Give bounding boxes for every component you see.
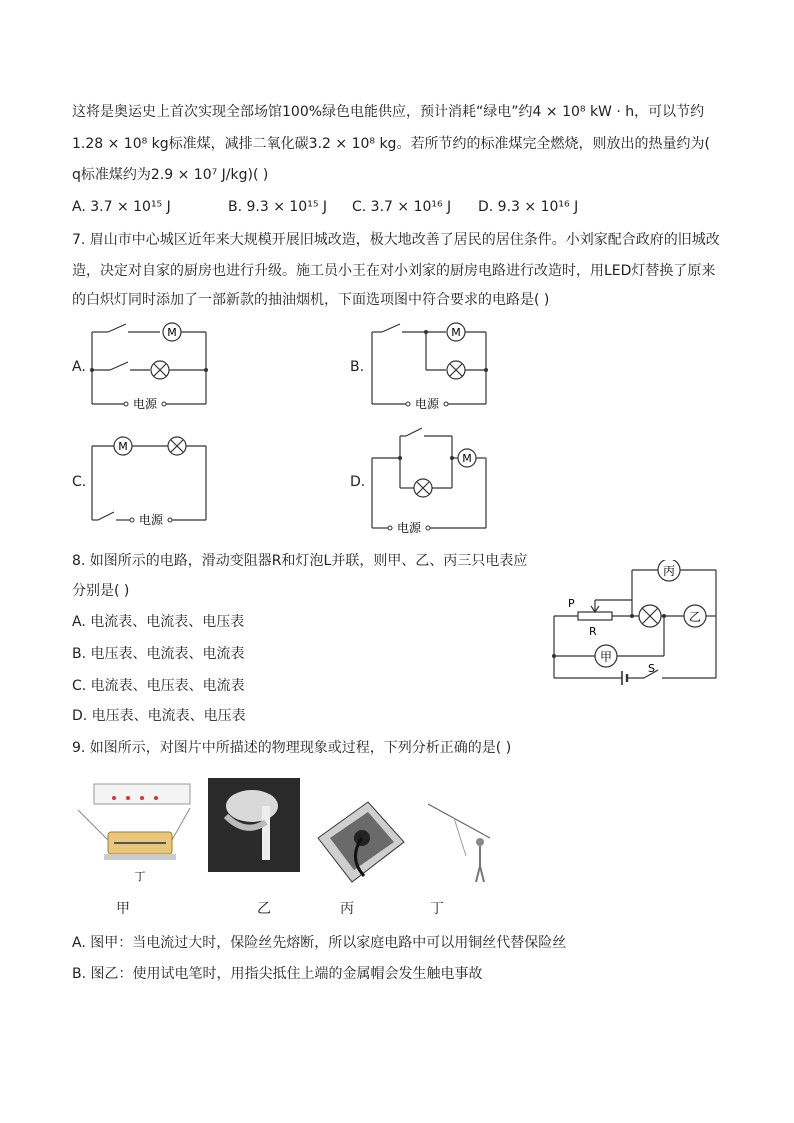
- q6-line2: 1.28 × 10⁸ kg标准煤，减排二氧化碳3.2 × 10⁸ kg。若所节约的标准煤完全燃烧，则放出的热量约为(: [72, 136, 710, 152]
- q8-option-b: B. 电压表、电流表、电流表: [72, 646, 245, 662]
- power-label: 电源: [132, 397, 158, 411]
- q7-label-c: C.: [72, 474, 87, 490]
- q9-option-a: A. 图甲：当电流过大时，保险丝先熔断，所以家庭电路中可以用铜丝代替保险丝: [72, 935, 567, 951]
- q8-option-a: A. 电流表、电流表、电压表: [72, 614, 245, 630]
- inset-label: 丁: [134, 870, 146, 883]
- motor-label: M: [167, 326, 177, 339]
- q7-line3: 的白炽灯同时添加了一部新款的抽油烟机，下面选项图中符合要求的电路是( ): [72, 292, 550, 308]
- caption-ding: 丁: [430, 901, 444, 917]
- photo-kite-wire: [420, 798, 500, 886]
- circuit-d: [366, 424, 496, 536]
- q7-line2: 造，决定对自家的厨房也进行升级。施工员小王在对小刘家的厨房电路进行改造时，用LED灯替换了原来: [72, 263, 716, 279]
- photo-test-pen: [206, 776, 302, 876]
- q6-option-d: D. 9.3 × 10¹⁶ J: [478, 199, 579, 215]
- q8-line2: 分别是( ): [72, 583, 130, 599]
- q7-label-a: A.: [72, 359, 86, 375]
- q9-option-b: B. 图乙：使用试电笔时，用指尖抵住上端的金属帽会发生触电事故: [72, 966, 483, 982]
- q6-line1: 这将是奥运史上首次实现全部场馆100%绿色电能供应，预计消耗“绿电”约4 × 10⁸ kW · h，可以节约: [72, 104, 705, 120]
- power-label: 电源: [414, 397, 440, 411]
- motor-label: M: [451, 326, 461, 339]
- circuit-a: [86, 318, 216, 414]
- meter-jia: 甲: [599, 650, 613, 664]
- motor-label: M: [462, 452, 472, 465]
- label-r: R: [589, 625, 597, 638]
- photo-socket: [308, 798, 408, 886]
- q7-line1: 7. 眉山市中心城区近年来大规模开展旧城改造，极大地改善了居民的居住条件。小刘家配合政府的旧城改: [72, 232, 720, 248]
- motor-label: M: [118, 440, 128, 453]
- circuit-b: [366, 318, 496, 414]
- meter-yi: 乙: [688, 610, 702, 624]
- circuit-c: [86, 432, 216, 528]
- power-label: 电源: [396, 521, 422, 535]
- q7-label-b: B.: [350, 359, 365, 375]
- q6-option-a: A. 3.7 × 10¹⁵ J: [72, 199, 171, 215]
- photo-fuse-board: [74, 780, 200, 886]
- caption-bing: 丙: [340, 901, 354, 917]
- q8-line1: 8. 如图所示的电路，滑动变阻器R和灯泡L并联，则甲、乙、丙三只电表应: [72, 553, 528, 569]
- q6-option-c: C. 3.7 × 10¹⁶ J: [352, 199, 452, 215]
- caption-jia: 甲: [116, 901, 130, 917]
- q7-label-d: D.: [350, 474, 366, 490]
- caption-yi: 乙: [257, 901, 271, 917]
- meter-bing: 丙: [662, 564, 676, 578]
- q8-option-d: D. 电压表、电流表、电压表: [72, 708, 246, 724]
- q8-option-c: C. 电流表、电压表、电流表: [72, 678, 245, 694]
- q6-line3: q标准煤约为2.9 × 10⁷ J/kg)( ): [72, 167, 269, 183]
- q9-line1: 9. 如图所示，对图片中所描述的物理现象或过程，下列分析正确的是( ): [72, 740, 512, 756]
- label-p: P: [568, 597, 575, 610]
- q6-option-b: B. 9.3 × 10¹⁵ J: [228, 199, 328, 215]
- power-label: 电源: [138, 513, 164, 527]
- label-s: S: [648, 662, 655, 675]
- circuit-q8: [548, 560, 724, 688]
